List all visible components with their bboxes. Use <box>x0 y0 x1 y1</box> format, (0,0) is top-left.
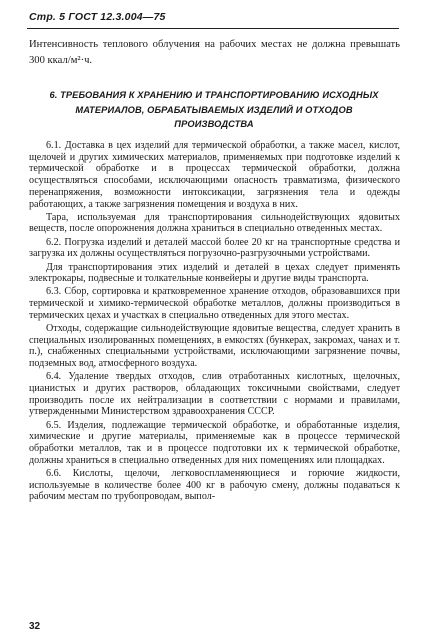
intro-paragraph: Интенсивность теплового облучения на рабочих местах не должна превышать 300 ккал/м²·ч. <box>29 39 400 66</box>
paragraph-6-6: 6.6. Кислоты, щелочи, легковоспламеняющиеся и горючие жидкости, используемые в количестве более 400 кг в рабочую смену, должны подаваться к рабочим местам по трубопроводам, выпол- <box>29 467 400 503</box>
section-body <box>29 140 400 505</box>
paragraph-6-1-tara: Тара, используемая для транспортирования сильнодействующих ядовитых веществ, после опорожнения должна храниться в специально отведенных местах. <box>29 211 400 235</box>
paragraph-6-3: 6.3. Сбор, сортировка и кратковременное хранение отходов, образовавшихся при термической и химико-термической обработке металлов, должны производиться в термических цехах и участках в специально отведенных для этого местах. <box>29 286 400 321</box>
paragraph-6-2: 6.2. Погрузка изделий и деталей массой более 20 кг на транспортные средства и загрузка их должны осуществляться погрузочно-разгрузочными устройствами. <box>29 236 400 260</box>
page-number: 32 <box>29 621 41 632</box>
running-header: Стр. 5 ГОСТ 12.3.004—75 <box>29 11 166 23</box>
header-rule <box>27 28 399 29</box>
section-title: 6. ТРЕБОВАНИЯ К ХРАНЕНИЮ И ТРАНСПОРТИРОВАНИЮ ИСХОДНЫХ МАТЕРИАЛОВ, ОБРАБАТЫВАЕМЫХ ИЗДЕЛИЙ И ОТХОДОВ ПРОИЗВОДСТВА <box>49 90 379 129</box>
paragraph-6-2-transport: Для транспортирования этих изделий и деталей в цехах следует применять электрокары, подвесные и толкательные конвейеры и другие виды транспорта. <box>29 261 400 285</box>
paragraph-6-1: 6.1. Доставка в цех изделий для термической обработки, а также масел, кислот, щелочей и других химических материалов, применяемых при подготовке изделий к термической обработке и в процессах термической обработки, должна осуществляться способами, исключающими опасность травматизма, физического перенапряжения, возможности интоксикации, загрязнения тела и одежды работающих, а также загрязнения помещения и воздуха в них. <box>29 140 400 210</box>
paragraph-6-4: 6.4. Удаление твердых отходов, слив отработанных кислотных, щелочных, цианистых и других растворов, обладающих токсичными свойствами, следует производить после их нейтрализации в соответствии с нормами и правилами, утвержденными Министерством здравоохранения СССР. <box>29 371 400 418</box>
paragraph-6-3-waste: Отходы, содержащие сильнодействующие ядовитые вещества, следует хранить в специальных изолированных помещениях, в емкостях (бункерах, закромах, чанах и т. п.), снабженных специальными устройствами, исключающими загрязнение почвы, подземных вод, атмосферного воздуха. <box>29 323 400 370</box>
paragraph-6-5: 6.5. Изделия, подлежащие термической обработке, и обработанные изделия, химические и другие материалы, применяемые как в процессе термической обработки металлов, так и в процессе подготовки их к термической обработке, должны храниться в специально отведенных для них помещениях или площадках. <box>29 419 400 466</box>
